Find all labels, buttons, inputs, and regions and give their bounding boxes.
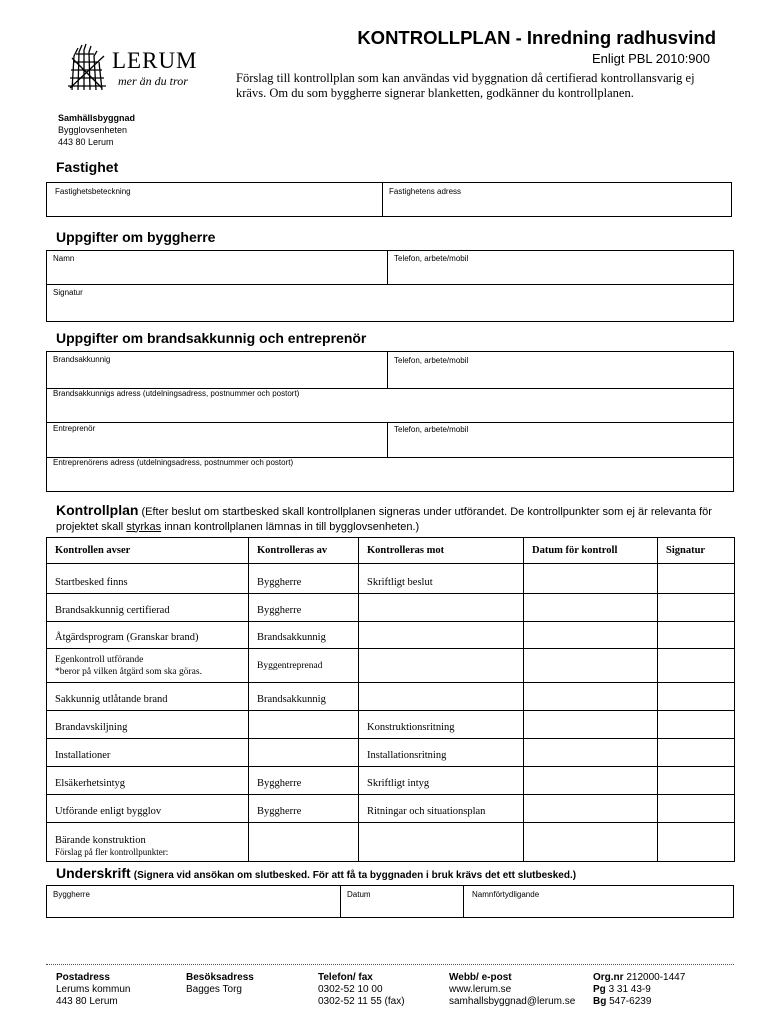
footer-fax-line: 0302-52 11 55 (fax) [318, 996, 405, 1007]
footer-org-label: Org.nr [593, 972, 624, 983]
table-header-row [47, 538, 735, 564]
telefon-entreprenor-field[interactable] [388, 423, 733, 458]
cell-avser: Utförande enligt bygglov [47, 794, 249, 822]
footer-postadress-heading: Postadress [56, 972, 110, 983]
column-header-mot: Kontrolleras mot [359, 538, 524, 564]
telefon-brandsakkunnig-label: Telefon, arbete/mobil [394, 356, 469, 365]
cell-datum[interactable] [524, 767, 658, 795]
fastighetens-adress-field[interactable] [383, 183, 731, 216]
cell-signatur[interactable] [658, 563, 735, 593]
cell-signatur[interactable] [658, 649, 735, 683]
fastighet-box [46, 182, 732, 217]
document-subtitle: Enligt PBL 2010:900 [591, 51, 710, 66]
cell-signatur[interactable] [658, 794, 735, 822]
cell-avser: Brandsakkunnig certifierad [47, 593, 249, 621]
cell-avser-line-2: *beror på vilken åtgärd som ska göras. [55, 666, 202, 677]
cell-signatur[interactable] [658, 711, 735, 739]
brandsakkunnig-adress-field[interactable] [47, 389, 733, 423]
underskrift-title: Underskrift [56, 865, 131, 881]
entreprenor-label: Entreprenör [53, 424, 96, 433]
byggherre-label: Byggherre [53, 890, 90, 899]
cell-signatur[interactable] [658, 739, 735, 767]
footer-pg-label: Pg [593, 984, 606, 995]
cell-av: Byggherre [249, 767, 359, 795]
underskrift-box [46, 885, 734, 918]
cell-mot [359, 649, 524, 683]
cell-av: Byggherre [249, 794, 359, 822]
fastighetsbeteckning-field[interactable] [47, 183, 382, 216]
footer-org [593, 972, 685, 1008]
footer-divider [46, 964, 734, 965]
table-row [47, 683, 735, 711]
cell-mot [359, 621, 524, 649]
column-header-av: Kontrolleras av [249, 538, 359, 564]
footer-webb-link[interactable]: www.lerum.se [449, 984, 512, 995]
column-header-datum: Datum för kontroll [524, 538, 658, 564]
cell-avser: Brandavskiljning [47, 711, 249, 739]
logo-tagline: mer än du tror [118, 74, 188, 88]
cell-av: Byggentreprenad [249, 649, 359, 683]
cell-datum[interactable] [524, 563, 658, 593]
cell-mot [359, 683, 524, 711]
organization-unit: Bygglovsenheten [58, 125, 128, 135]
entreprenor-adress-field[interactable] [47, 458, 733, 491]
footer-telefon-heading: Telefon/ fax [318, 972, 373, 983]
signatur-label: Signatur [53, 288, 83, 297]
underskrift-heading [56, 865, 576, 881]
cell-av: Byggherre [249, 563, 359, 593]
cell-av: Brandsakkunnig [249, 621, 359, 649]
table-row [47, 794, 735, 822]
cell-av [249, 711, 359, 739]
cell-datum[interactable] [524, 711, 658, 739]
namn-field[interactable] [47, 251, 387, 284]
underskrift-note: (Signera vid ansökan om slutbesked. För att få ta byggnaden i bruk krävs det ett slutbesked.) [133, 870, 577, 881]
column-header-avser: Kontrollen avser [47, 538, 249, 564]
document-title: KONTROLLPLAN - Inredning radhusvind [357, 27, 716, 48]
cell-mot: Konstruktionsritning [359, 711, 524, 739]
footer-webb [449, 972, 575, 1008]
kontrollplan-intro [56, 503, 746, 534]
cell-avser: Startbesked finns [47, 563, 249, 593]
footer-pg-value: 3 31 43-9 [608, 984, 651, 995]
brandsakkunnig-adress-label: Brandsakkunnigs adress (utdelningsadress, postnummer och postort) [53, 389, 300, 398]
cell-signatur[interactable] [658, 621, 735, 649]
telefon-byggherre-field[interactable] [388, 251, 733, 284]
cell-avser-line-1: Egenkontroll utförande [55, 654, 144, 665]
entreprenor-field[interactable] [47, 423, 387, 458]
cell-signatur[interactable] [658, 593, 735, 621]
footer-postadress-line1: Lerums kommun [56, 984, 131, 995]
cell-datum[interactable] [524, 794, 658, 822]
table-row [47, 711, 735, 739]
cell-mot [359, 593, 524, 621]
brandsakkunnig-label: Brandsakkunnig [53, 355, 111, 364]
signatur-field[interactable] [47, 285, 733, 321]
footer-bg-value: 547-6239 [609, 996, 652, 1007]
cell-mot: Ritningar och situationsplan [359, 794, 524, 822]
namnfortydligande-label: Namnförtydligande [472, 890, 540, 899]
kontrollplan-text-emph: styrkas [126, 520, 162, 533]
organization-block [58, 112, 135, 148]
cell-avser: Åtgärdsprogram (Granskar brand) [47, 621, 249, 649]
telefon-brandsakkunnig-field[interactable] [388, 352, 733, 388]
logo-name: LERUM [112, 48, 198, 73]
entreprenor-adress-label: Entreprenörens adress (utdelningsadress, postnummer och postort) [53, 458, 294, 467]
footer-besoksadress-line1: Bagges Torg [186, 984, 242, 995]
table-row [47, 822, 735, 861]
footer-email-link[interactable]: samhallsbyggnad@lerum.se [449, 996, 576, 1007]
cell-av: Byggherre [249, 593, 359, 621]
table-row [47, 621, 735, 649]
footer-besoksadress [186, 972, 254, 996]
kontrollplan-text-1: (Efter beslut om startbesked skall kontrollplanen signeras under utförandet. De kontrollpunkter som ej är relevanta för projektet skall [56, 506, 712, 533]
telefon-byggherre-label: Telefon, arbete/mobil [394, 254, 469, 263]
cell-avser [47, 649, 249, 683]
kontrollplan-text-2: innan kontrollplanen lämnas in till bygglovsenheten.) [161, 520, 420, 533]
cell-datum[interactable] [524, 683, 658, 711]
datum-label: Datum [347, 890, 371, 899]
footer-besoksadress-heading: Besöksadress [186, 972, 254, 983]
cell-signatur[interactable] [658, 822, 735, 861]
kontrollplan-table [46, 537, 735, 862]
footer-telefon-line1: 0302-52 10 00 [318, 984, 383, 995]
fastighetens-adress-label: Fastighetens adress [389, 187, 462, 196]
byggherre-signature-field[interactable] [47, 886, 340, 917]
cell-avser-line-2: Förslag på fler kontrollpunkter: [55, 847, 169, 857]
footer-bg-label: Bg [593, 996, 607, 1007]
table-row [47, 767, 735, 795]
section-title-fastighet: Fastighet [56, 159, 119, 175]
brand-box [46, 351, 734, 492]
cell-avser-line-1: Bärande konstruktion [55, 835, 146, 846]
telefon-entreprenor-label: Telefon, arbete/mobil [394, 425, 469, 434]
table-row [47, 739, 735, 767]
table-row [47, 649, 735, 683]
cell-av [249, 822, 359, 861]
organization-address: 443 80 Lerum [58, 137, 114, 147]
cell-signatur[interactable] [658, 683, 735, 711]
footer-webb-heading: Webb/ e-post [449, 972, 512, 983]
organization-name: Samhällsbyggnad [58, 113, 136, 123]
cell-av [249, 739, 359, 767]
byggherre-box [46, 250, 734, 322]
table-row [47, 563, 735, 593]
cell-avser [47, 822, 249, 861]
lerum-logo-icon [64, 42, 112, 92]
cell-mot: Skriftligt intyg [359, 767, 524, 795]
cell-datum[interactable] [524, 739, 658, 767]
cell-datum[interactable] [524, 649, 658, 683]
cell-avser: Sakkunnig utlåtande brand [47, 683, 249, 711]
kontrollplan-title: Kontrollplan [56, 502, 139, 518]
section-title-brand: Uppgifter om brandsakkunnig och entreprenör [56, 330, 367, 346]
footer-org-value: 212000-1447 [626, 972, 686, 983]
cell-avser: Elsäkerhetsintyg [47, 767, 249, 795]
cell-mot: Skriftligt beslut [359, 563, 524, 593]
cell-datum[interactable] [524, 593, 658, 621]
section-title-byggherre: Uppgifter om byggherre [56, 229, 216, 245]
cell-mot [359, 822, 524, 861]
document-intro: Förslag till kontrollplan som kan användas vid byggnation då certifierad kontrollansvarig ej krävs. Om du som byggherre signerar blanketten, godkänner du kontrollplanen. [236, 71, 695, 100]
fastighetsbeteckning-label: Fastighetsbeteckning [55, 187, 131, 196]
footer-telefon [318, 972, 405, 1008]
column-header-signatur: Signatur [658, 538, 735, 564]
footer-postadress-line2: 443 80 Lerum [56, 996, 118, 1007]
cell-signatur[interactable] [658, 767, 735, 795]
namn-label: Namn [53, 254, 75, 263]
footer-postadress [56, 972, 130, 1008]
cell-mot: Installationsritning [359, 739, 524, 767]
cell-datum[interactable] [524, 822, 658, 861]
table-row [47, 593, 735, 621]
cell-av: Brandsakkunnig [249, 683, 359, 711]
datum-field[interactable] [341, 886, 463, 917]
brandsakkunnig-field[interactable] [47, 352, 387, 388]
cell-datum[interactable] [524, 621, 658, 649]
namnfortydligande-field[interactable] [464, 886, 733, 917]
cell-avser: Installationer [47, 739, 249, 767]
